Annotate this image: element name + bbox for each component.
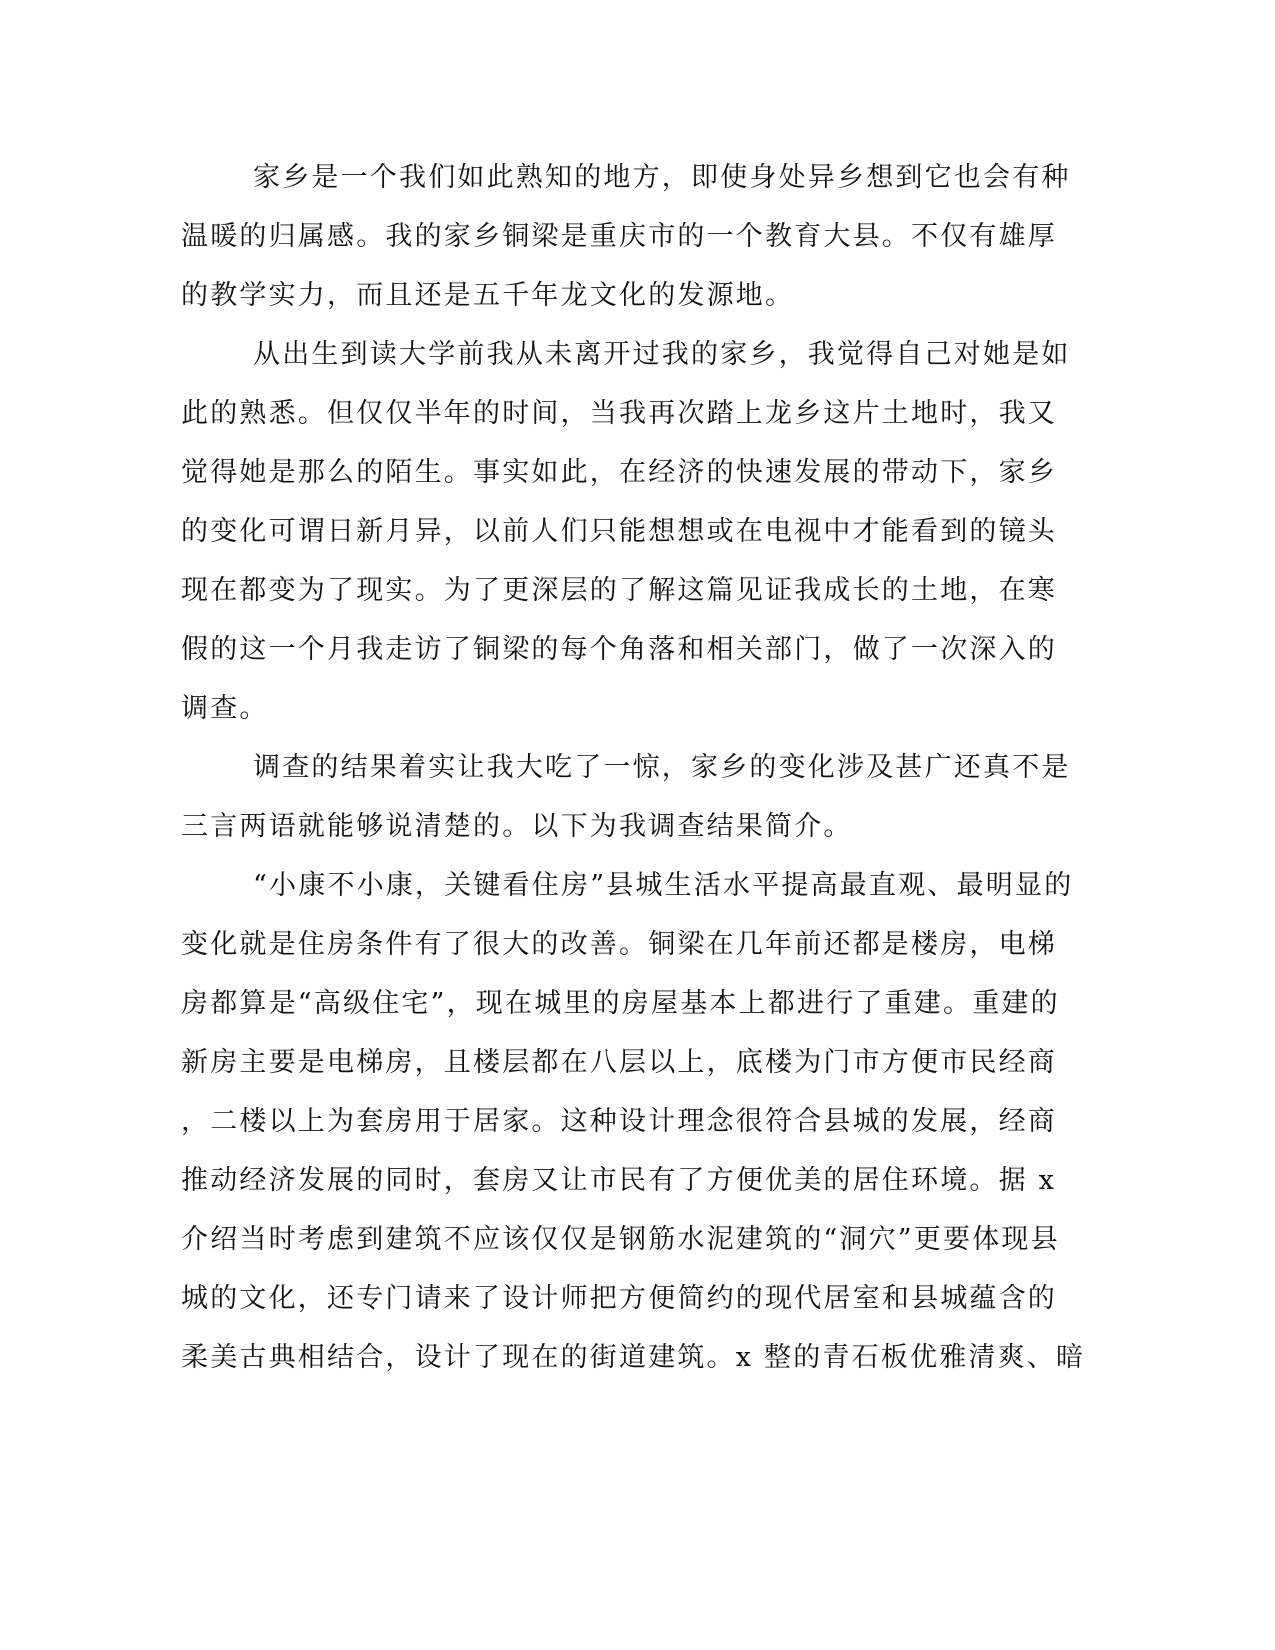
paragraph-2-line-5: 现在都变为了现实。为了更深层的了解这篇见证我成长的土地，在寒: [181, 575, 1057, 606]
paragraph-4-line-4: 新房主要是电梯房，且楼层都在八层以上，底楼为门市方便市民经商: [181, 1047, 1057, 1078]
paragraph-1-line-3: 的教学实力，而且还是五千年龙文化的发源地。: [181, 280, 795, 311]
paragraph-4-line-9: 柔美古典相结合，设计了现在的街道建筑。x 整的青石板优雅清爽、暗: [181, 1342, 1086, 1373]
paragraph-2-line-6: 假的这一个月我走访了铜梁的每个角落和相关部门，做了一次深入的: [181, 634, 1057, 665]
paragraph-2-line-4: 的变化可谓日新月异，以前人们只能想想或在电视中才能看到的镜头: [181, 516, 1057, 547]
paragraph-4-line-5: ，二楼以上为套房用于居家。这种设计理念很符合县城的发展，经商: [181, 1106, 1057, 1137]
paragraph-1-line-2: 温暖的归属感。我的家乡铜梁是重庆市的一个教育大县。不仅有雄厚: [181, 221, 1057, 252]
paragraph-1-line-1: 家乡是一个我们如此熟知的地方，即使身处异乡想到它也会有种: [253, 162, 1071, 193]
paragraph-2-line-7: 调查。: [181, 693, 269, 724]
paragraph-4-line-1: “小康不小康，关键看住房”县城生活水平提高最直观、最明显的: [253, 870, 1074, 901]
paragraph-2-line-1: 从出生到读大学前我从未离开过我的家乡，我觉得自己对她是如: [253, 339, 1071, 370]
paragraph-2-line-2: 此的熟悉。但仅仅半年的时间，当我再次踏上龙乡这片土地时，我又: [181, 398, 1057, 429]
paragraph-4-line-3: 房都算是“高级住宅”，现在城里的房屋基本上都进行了重建。重建的: [181, 988, 1060, 1019]
paragraph-3-line-1: 调查的结果着实让我大吃了一惊，家乡的变化涉及甚广还真不是: [253, 752, 1071, 783]
paragraph-4-line-7: 介绍当时考虑到建筑不应该仅仅是钢筋水泥建筑的“洞穴”更要体现县: [181, 1224, 1060, 1255]
paragraph-4-line-6: 推动经济发展的同时，套房又让市民有了方便优美的居住环境。据 x: [181, 1165, 1057, 1196]
paragraph-2-line-3: 觉得她是那么的陌生。事实如此，在经济的快速发展的带动下，家乡: [181, 457, 1057, 488]
paragraph-4-line-8: 城的文化，还专门请来了设计师把方便简约的现代居室和县城蕴含的: [181, 1283, 1057, 1314]
paragraph-3-line-2: 三言两语就能够说清楚的。以下为我调查结果简介。: [181, 811, 853, 842]
paragraph-4-line-2: 变化就是住房条件有了很大的改善。铜梁在几年前还都是楼房，电梯: [181, 929, 1057, 960]
